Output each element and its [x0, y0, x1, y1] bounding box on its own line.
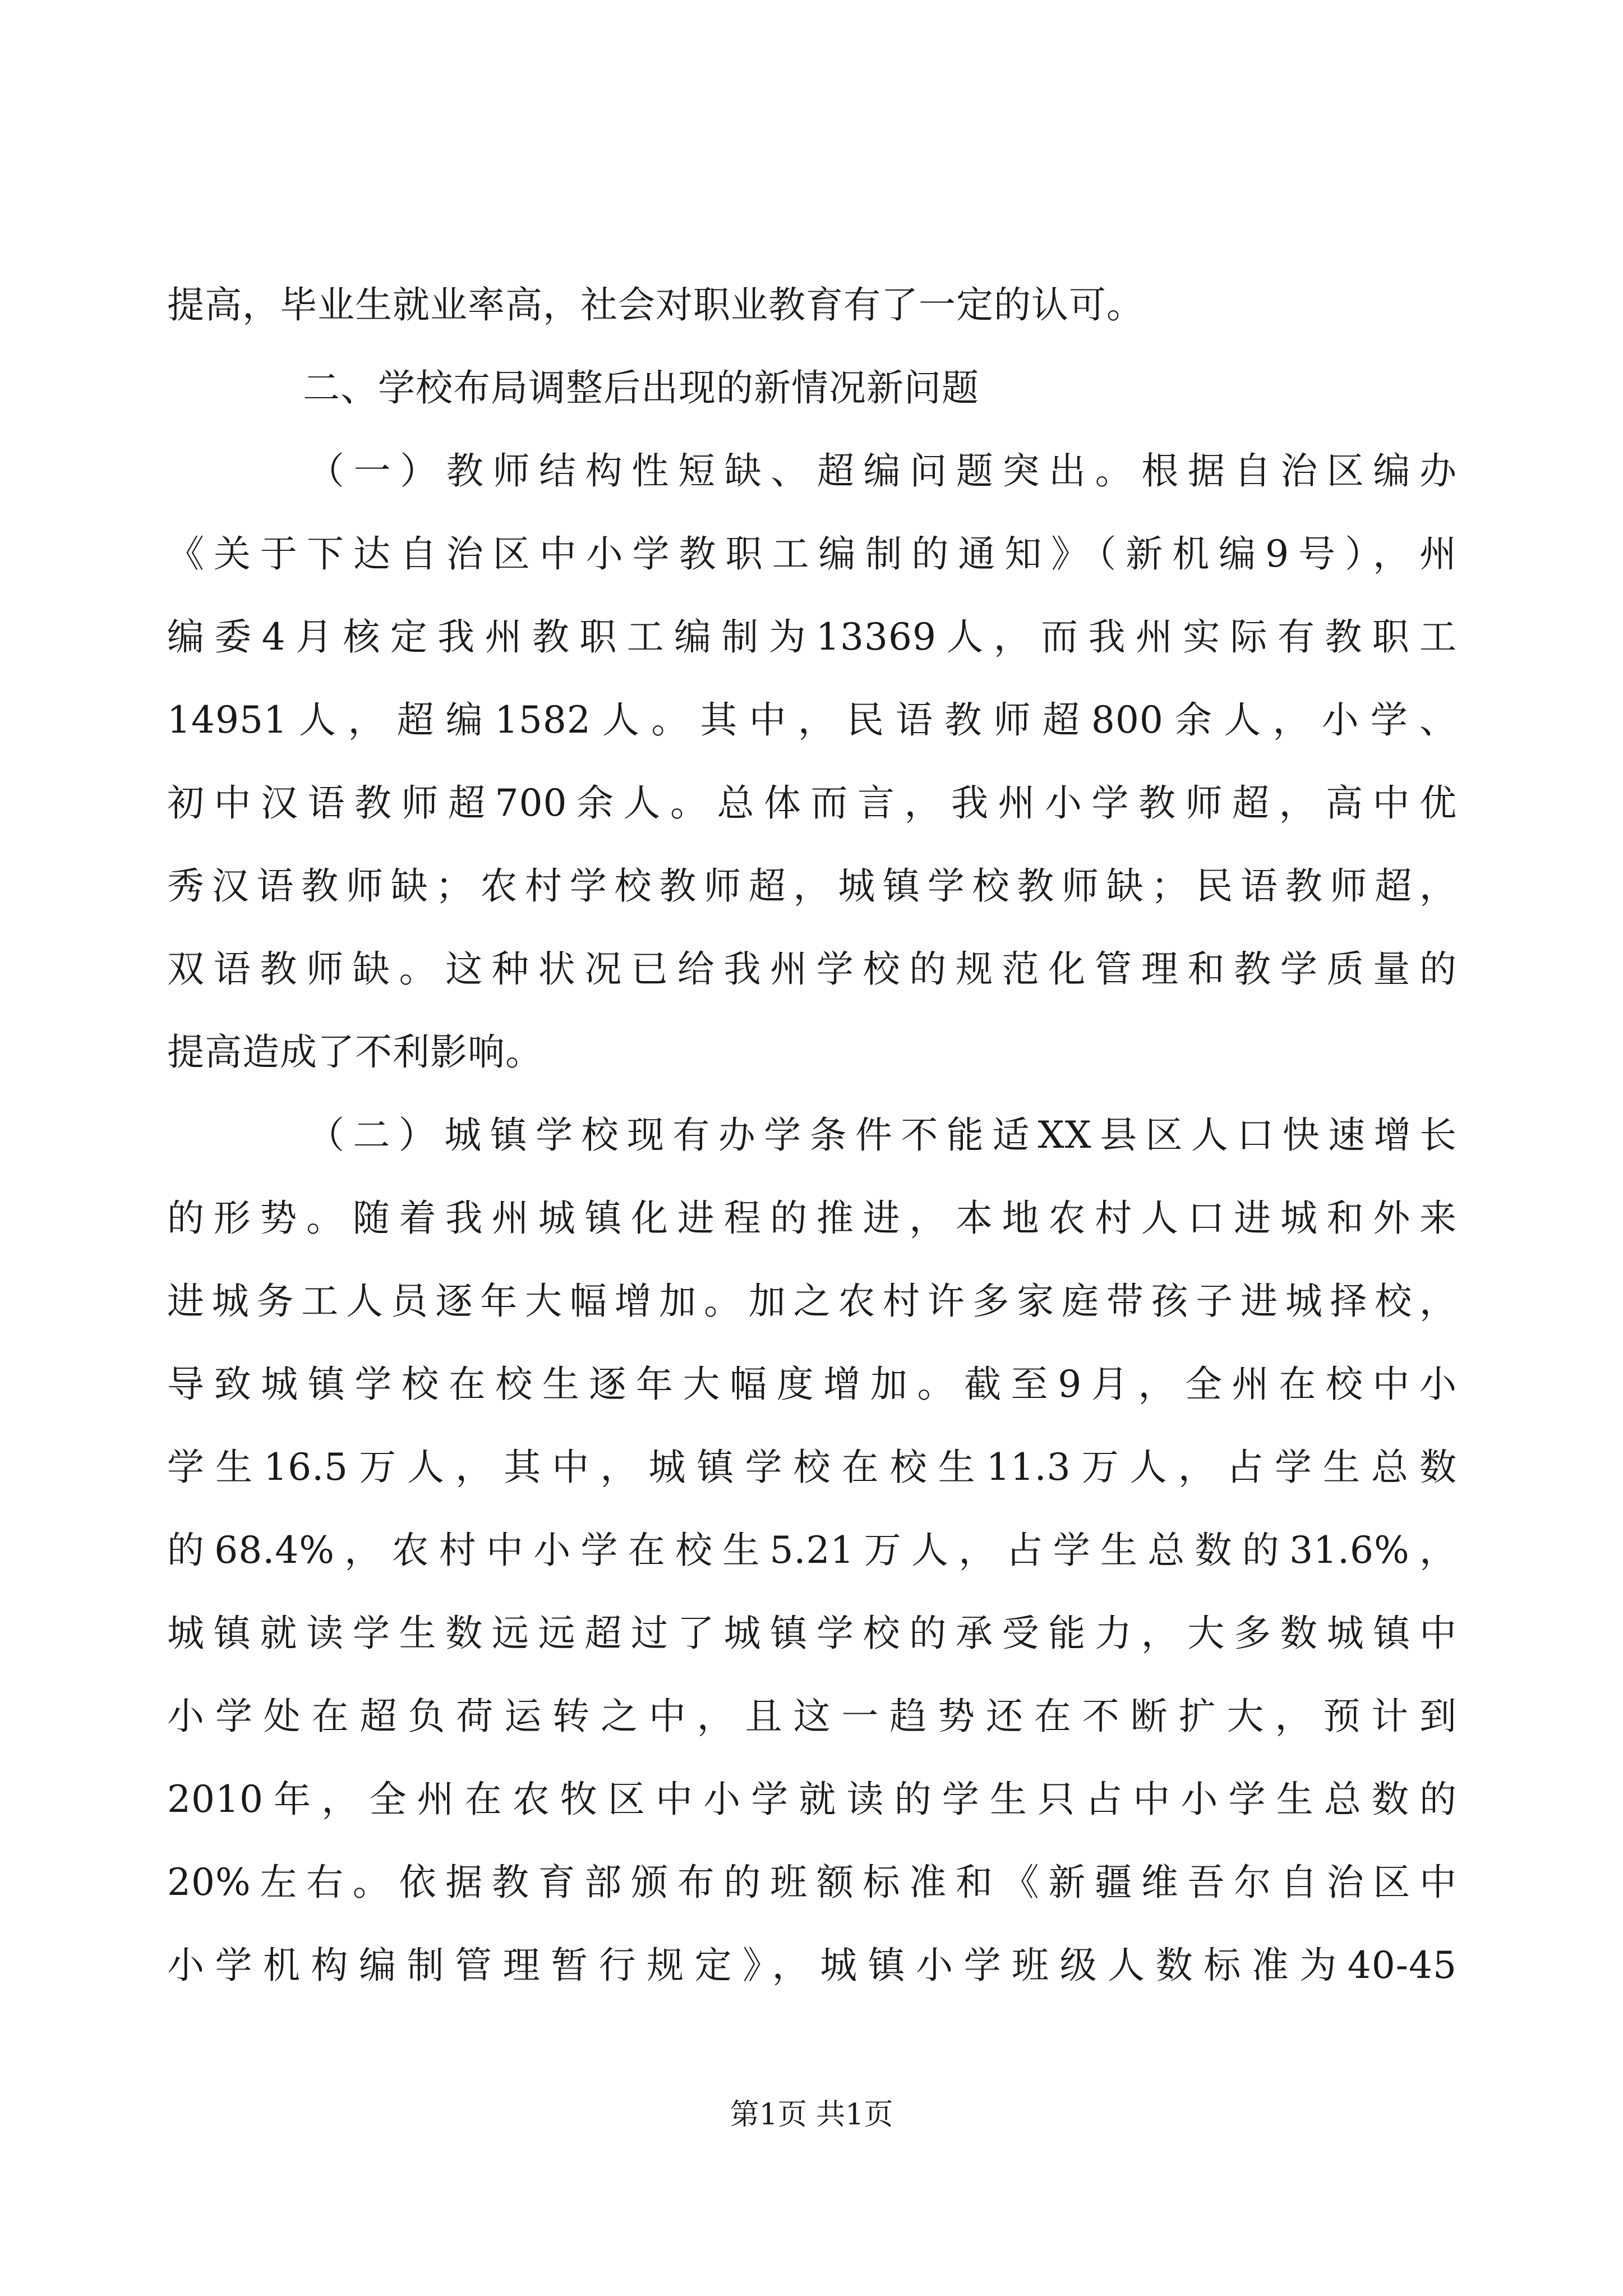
text-line: 城镇就读学生数远远超过了城镇学校的承受能力，大多数城镇中: [167, 1612, 1457, 1655]
text-line: 提高造成了不利影响。: [167, 1030, 543, 1074]
text-line: （二）城镇学校现有办学条件不能适XX县区人口快速增长: [307, 1114, 1457, 1157]
section-heading: 二、学校布局调整后出现的新情况新问题: [303, 366, 979, 409]
text-line: 小学处在超负荷运转之中，且这一趋势还在不断扩大，预计到: [167, 1695, 1457, 1738]
text-line: 20%左右。依据教育部颁布的班额标准和《新疆维吾尔自治区中: [167, 1861, 1457, 1904]
text-line: （一）教师结构性短缺、超编问题突出。根据自治区编办: [307, 449, 1457, 493]
text-line: 的68.4%，农村中小学在校生5.21万人，占学生总数的31.6%，: [167, 1529, 1457, 1572]
text-line: 初中汉语教师超700余人。总体而言，我州小学教师超，高中优: [167, 781, 1457, 825]
text-line: 的形势。随着我州城镇化进程的推进，本地农村人口进城和外来: [167, 1197, 1457, 1240]
body-text: [167, 264, 1457, 2007]
page-footer: 第1页 共1页: [730, 2098, 893, 2132]
text-line: 《关于下达自治区中小学教职工编制的通知》（新机编9号），州: [167, 532, 1457, 576]
text-line: 编委4月核定我州教职工编制为13369人，而我州实际有教职工: [167, 615, 1457, 659]
text-line: 提高，毕业生就业率高，社会对职业教育有了一定的认可。: [167, 283, 1144, 326]
text-line: 小学机构编制管理暂行规定》，城镇小学班级人数标准为40-45: [167, 1944, 1457, 1987]
text-line: 进城务工人员逐年大幅增加。加之农村许多家庭带孩子进城择校，: [167, 1280, 1457, 1323]
text-line: 2010年，全州在农牧区中小学就读的学生只占中小学生总数的: [167, 1778, 1457, 1821]
text-line: 秀汉语教师缺；农村学校教师超，城镇学校教师缺；民语教师超，: [167, 864, 1457, 908]
text-line: 14951人，超编1582人。其中，民语教师超800余人，小学、: [167, 698, 1457, 742]
text-line: 学生16.5万人，其中，城镇学校在校生11.3万人，占学生总数: [167, 1446, 1457, 1489]
text-line: 导致城镇学校在校生逐年大幅度增加。截至9月，全州在校中小: [167, 1363, 1457, 1406]
text-line: 双语教师缺。这种状况已给我州学校的规范化管理和教学质量的: [167, 947, 1457, 991]
